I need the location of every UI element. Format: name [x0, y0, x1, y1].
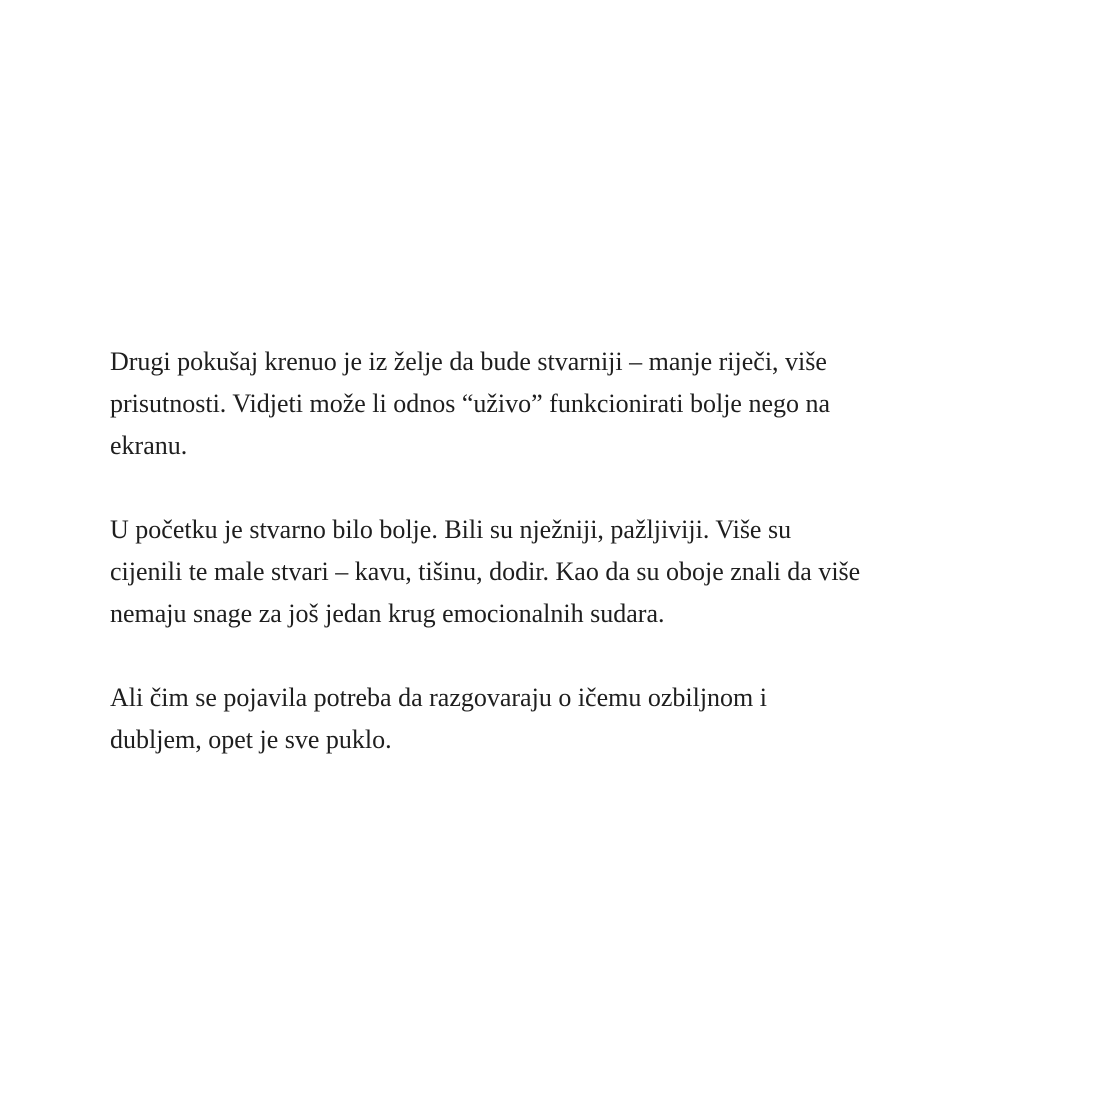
paragraph-line: nemaju snage za još jedan krug emocionalnih sudara. [110, 599, 665, 628]
paragraph-3 [110, 677, 990, 761]
paragraph-2 [110, 509, 990, 635]
paragraph-line: Drugi pokušaj krenuo je iz želje da bude stvarniji – manje riječi, više [110, 347, 827, 376]
paragraph-line: dubljem, opet je sve puklo. [110, 725, 392, 754]
paragraph-line: ekranu. [110, 431, 188, 460]
paragraph-line: U početku je stvarno bilo bolje. Bili su nježniji, pažljiviji. Više su [110, 515, 792, 544]
paragraph-line: cijenili te male stvari – kavu, tišinu, dodir. Kao da su oboje znali da više [110, 557, 861, 586]
paragraph-line: Ali čim se pojavila potreba da razgovaraju o ičemu ozbiljnom i [110, 683, 768, 712]
paragraph-1 [110, 341, 990, 467]
paragraph-line: prisutnosti. Vidjeti može li odnos “uživo” funkcionirati bolje nego na [110, 389, 831, 418]
story-text [110, 341, 990, 803]
